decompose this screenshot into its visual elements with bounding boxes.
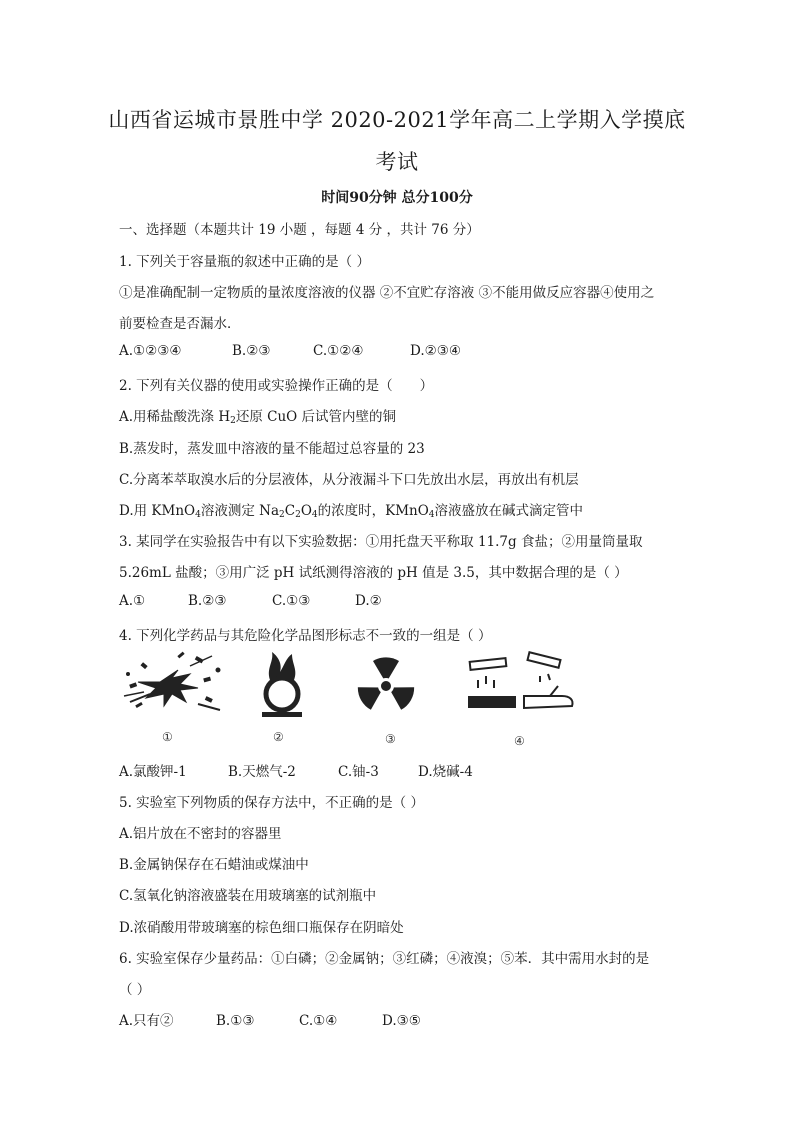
section-heading: 一、选择题（本题共计 19 小题 ，每题 4 分 ，共计 76 分） (119, 222, 480, 238)
q2-option-d: D.用 KMnO$_4$溶液测定 $Na_2C_2O_4$的浓度时，KMnO$_4$溶液盛放在碱式滴定管中 (119, 503, 584, 520)
q1-options (119, 343, 461, 359)
q2-stem: 2. 下列有关仪器的使用或实验操作正确的是（ ） (119, 378, 434, 394)
q2-option-c: C.分离苯萃取溴水后的分层液体，从分液漏斗下口先放出水层，再放出有机层 (119, 472, 579, 488)
q1-body: ①是准确配制一定物质的量浓度溶液的仪器 ②不宜贮存溶液 ③不能用做反应容器④使用之 (119, 285, 655, 301)
q3-option-c: C.①③ (272, 593, 311, 609)
q6-options (119, 1009, 421, 1029)
q5-option-b: B.金属钠保存在石蜡油或煤油中 (119, 857, 309, 873)
q5-option-d: D.浓硝酸用带玻璃塞的棕色细口瓶保存在阴暗处 (119, 920, 404, 936)
q1-option-d: D.②③④ (410, 343, 461, 359)
q6-option-a: A.只有② (119, 1013, 174, 1029)
q4-option-a: A.氯酸钾-1 (119, 764, 187, 780)
oxidizer-flame-icon (252, 648, 312, 720)
page-title-continued: 考试 (375, 150, 419, 174)
q5-option-c: C.氢氧化钠溶液盛装在用玻璃塞的试剂瓶中 (119, 888, 377, 904)
exam-subtitle: 时间90分钟 总分100分 (321, 190, 473, 206)
q4-option-b: B.天燃气-2 (228, 764, 296, 780)
q3-option-a: A.① (119, 593, 146, 609)
q1-body-cont: 前要检查是否漏水． (119, 316, 241, 332)
q6-option-b: B.①③ (216, 1013, 255, 1029)
q5-stem: 5. 实验室下列物质的保存方法中，不正确的是（ ） (119, 795, 424, 811)
q6-option-c: C.①④ (299, 1013, 338, 1029)
q6-stem: 6. 实验室保存少量药品：①白磷；②金属钠；③红磷；④液溴；⑤苯．其中需用水封的是 (119, 951, 650, 967)
hazard-label-1: ① (162, 730, 173, 744)
q3-stem: 3. 某同学在实验报告中有以下实验数据：①用托盘天平称取 11.7g 食盐；②用量筒量取 (119, 534, 643, 550)
q6-stem-cont: （ ） (119, 982, 151, 998)
hazard-label-2: ② (273, 730, 284, 744)
q2-option-b: B.蒸发时，蒸发皿中溶液的量不能超过总容量的 23 (119, 441, 425, 457)
q1-stem: 1. 下列关于容量瓶的叙述中正确的是（ ） (119, 254, 370, 270)
hazard-label-4: ④ (514, 734, 525, 748)
page-title: 山西省运城市景胜中学 2020-2021学年高二上学期入学摸底 (108, 108, 686, 132)
q3-options (119, 593, 382, 609)
q6-option-d: D.③⑤ (382, 1013, 421, 1029)
explosion-icon (120, 648, 226, 720)
q1-option-a: A.①②③④ (119, 343, 182, 359)
q4-option-c: C.铀-3 (338, 764, 379, 780)
q2-option-a: A.用稀盐酸洗涤 $H_2$还原 CuO 后试管内壁的铜 (119, 409, 397, 426)
q5-option-a: A.铝片放在不密封的容器里 (119, 826, 282, 842)
corrosive-icon (466, 650, 578, 722)
q1-option-c: C.①②④ (313, 343, 364, 359)
q3-stem-cont: 5.26mL 盐酸；③用广泛 pH 试纸测得溶液的 pH 值是 3.5，其中数据合理的是（ ） (119, 565, 628, 581)
q3-option-b: B.②③ (188, 593, 227, 609)
q4-options (119, 760, 473, 780)
hazard-label-3: ③ (385, 732, 396, 746)
q3-option-d: D.② (355, 593, 382, 609)
q4-stem: 4. 下列化学药品与其危险化学品图形标志不一致的一组是（ ） (119, 628, 492, 644)
q1-option-b: B.②③ (232, 343, 271, 359)
radiation-icon (356, 656, 416, 716)
q4-option-d: D.烧碱-4 (418, 764, 473, 780)
